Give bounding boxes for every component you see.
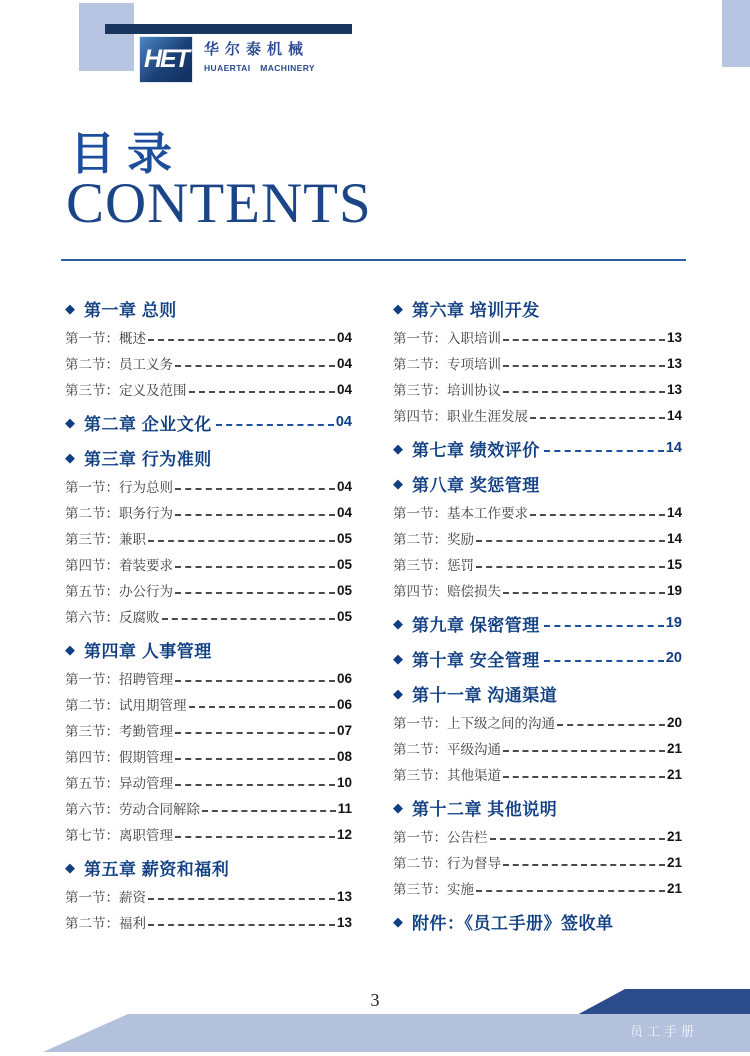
toc-section-group xyxy=(393,709,682,787)
chapter-page-number: 20 xyxy=(665,650,682,666)
entry-label: 第四节：赔偿损失 xyxy=(393,584,501,599)
decor-navy-bar xyxy=(105,24,352,34)
toc-section-group xyxy=(393,823,682,901)
entry-label: 第二节：行为督导 xyxy=(393,856,501,871)
entry-page-number: 13 xyxy=(666,329,682,345)
dotted-leader xyxy=(175,784,335,786)
diamond-icon: ◆ xyxy=(65,449,75,465)
toc-column xyxy=(393,296,682,933)
entry-label: 第四节：假期管理 xyxy=(65,750,173,765)
dotted-leader xyxy=(175,836,335,838)
chapter-label: 第八章 奖惩管理 xyxy=(412,475,540,495)
entry-label: 第一节：行为总则 xyxy=(65,480,173,495)
toc-chapter xyxy=(393,611,682,635)
chapter-label: 第六章 培训开发 xyxy=(412,300,540,320)
entry-page-number: 04 xyxy=(336,355,352,371)
dotted-leader xyxy=(216,424,334,426)
toc-entry xyxy=(393,875,682,901)
footer-banner-label: 员工手册 xyxy=(629,1024,698,1039)
toc-section-group xyxy=(393,324,682,428)
company-logo xyxy=(139,36,193,83)
title-divider-line xyxy=(61,259,686,261)
chapter-page-number: 04 xyxy=(335,414,352,430)
entry-label: 第二节：试用期管理 xyxy=(65,698,187,713)
page-number: 3 xyxy=(370,990,380,1010)
chapter-label: 第十一章 沟通渠道 xyxy=(412,685,558,705)
dotted-leader xyxy=(162,618,335,620)
toc-entry xyxy=(393,499,682,525)
entry-label: 第二节：奖励 xyxy=(393,532,474,547)
entry-page-number: 06 xyxy=(336,670,352,686)
dotted-leader xyxy=(544,660,664,662)
diamond-icon: ◆ xyxy=(393,913,403,929)
dotted-leader xyxy=(175,758,335,760)
entry-label: 第一节：入职培训 xyxy=(393,331,501,346)
dotted-leader xyxy=(202,810,336,812)
toc-entry xyxy=(65,551,352,577)
entry-label: 第二节：专项培训 xyxy=(393,357,501,372)
dotted-leader xyxy=(175,488,335,490)
dotted-leader xyxy=(557,724,665,726)
entry-label: 第六节：劳动合同解除 xyxy=(65,802,200,817)
toc-chapter xyxy=(393,436,682,460)
entry-page-number: 05 xyxy=(336,556,352,572)
diamond-icon: ◆ xyxy=(393,475,403,491)
chapter-label: 第三章 行为准则 xyxy=(84,449,212,469)
entry-label: 第七节：离职管理 xyxy=(65,828,173,843)
toc-entry xyxy=(393,350,682,376)
toc-entry xyxy=(65,743,352,769)
toc-entry xyxy=(65,350,352,376)
logo-monogram: HET xyxy=(144,45,188,73)
dotted-leader xyxy=(189,706,335,708)
toc-entry xyxy=(393,376,682,402)
entry-page-number: 21 xyxy=(666,740,682,756)
toc-entry xyxy=(65,499,352,525)
diamond-icon: ◆ xyxy=(393,615,403,631)
entry-label: 第一节：公告栏 xyxy=(393,830,488,845)
dotted-leader xyxy=(530,514,665,516)
entry-page-number: 05 xyxy=(336,530,352,546)
chapter-label: 第九章 保密管理 xyxy=(412,615,540,635)
dotted-leader xyxy=(490,838,665,840)
entry-page-number: 13 xyxy=(336,888,352,904)
toc-entry xyxy=(65,795,352,821)
diamond-icon: ◆ xyxy=(65,859,75,875)
entry-label: 第三节：其他渠道 xyxy=(393,768,501,783)
chapter-label: 第七章 绩效评价 xyxy=(412,440,540,460)
toc-entry xyxy=(65,603,352,629)
entry-label: 第三节：实施 xyxy=(393,882,474,897)
diamond-icon: ◆ xyxy=(393,650,403,666)
toc-chapter xyxy=(65,637,352,661)
dotted-leader xyxy=(544,625,664,627)
toc-chapter xyxy=(65,445,352,469)
diamond-icon: ◆ xyxy=(393,799,403,815)
entry-page-number: 08 xyxy=(336,748,352,764)
dotted-leader xyxy=(148,898,335,900)
entry-page-number: 21 xyxy=(666,766,682,782)
dotted-leader xyxy=(189,391,335,393)
toc-entry xyxy=(393,551,682,577)
entry-label: 第五节：异动管理 xyxy=(65,776,173,791)
toc-entry xyxy=(393,709,682,735)
entry-label: 第六节：反腐败 xyxy=(65,610,160,625)
page-title-cn: 目录 xyxy=(70,128,185,179)
entry-page-number: 04 xyxy=(336,504,352,520)
toc-chapter xyxy=(393,296,682,320)
entry-page-number: 04 xyxy=(336,381,352,397)
dotted-leader xyxy=(503,864,665,866)
decor-light-blue-block-left xyxy=(79,3,134,71)
chapter-label: 第五章 薪资和福利 xyxy=(84,859,230,879)
company-name-block xyxy=(204,38,315,73)
entry-label: 第三节：考勤管理 xyxy=(65,724,173,739)
dotted-leader xyxy=(148,540,335,542)
toc-entry xyxy=(393,324,682,350)
entry-page-number: 12 xyxy=(336,826,352,842)
entry-page-number: 04 xyxy=(336,478,352,494)
entry-page-number: 05 xyxy=(336,608,352,624)
chapter-label: 第一章 总则 xyxy=(84,300,177,320)
entry-label: 第三节：兼职 xyxy=(65,532,146,547)
toc-entry xyxy=(393,735,682,761)
chapter-page-number: 19 xyxy=(665,615,682,631)
entry-label: 第二节：员工义务 xyxy=(65,357,173,372)
entry-label: 第一节：上下级之间的沟通 xyxy=(393,716,555,731)
toc-entry xyxy=(65,769,352,795)
entry-page-number: 13 xyxy=(666,381,682,397)
toc-entry xyxy=(65,324,352,350)
dotted-leader xyxy=(175,680,335,682)
toc-entry xyxy=(65,717,352,743)
entry-page-number: 21 xyxy=(666,880,682,896)
toc-entry xyxy=(393,849,682,875)
entry-label: 第一节：概述 xyxy=(65,331,146,346)
toc-section-group xyxy=(65,883,352,935)
entry-label: 第二节：职务行为 xyxy=(65,506,173,521)
dotted-leader xyxy=(175,365,335,367)
diamond-icon: ◆ xyxy=(393,440,403,456)
entry-label: 第一节：招聘管理 xyxy=(65,672,173,687)
toc-section-group xyxy=(65,665,352,847)
toc-section-group xyxy=(65,473,352,629)
chapter-label: 第十二章 其他说明 xyxy=(412,799,558,819)
dotted-leader xyxy=(175,592,335,594)
toc-chapter xyxy=(393,681,682,705)
dotted-leader xyxy=(476,890,665,892)
entry-page-number: 06 xyxy=(336,696,352,712)
dotted-leader xyxy=(503,592,665,594)
chapter-label: 第四章 人事管理 xyxy=(84,641,212,661)
toc-entry xyxy=(65,691,352,717)
entry-label: 第一节：基本工作要求 xyxy=(393,506,528,521)
entry-label: 第二节：福利 xyxy=(65,916,146,931)
diamond-icon: ◆ xyxy=(393,685,403,701)
page-title-en: CONTENTS xyxy=(66,172,372,235)
toc-entry xyxy=(65,665,352,691)
toc-chapter xyxy=(393,795,682,819)
toc-entry xyxy=(393,823,682,849)
entry-page-number: 14 xyxy=(666,530,682,546)
entry-label: 第四节：职业生涯发展 xyxy=(393,409,528,424)
dotted-leader xyxy=(503,776,665,778)
dotted-leader xyxy=(175,732,335,734)
entry-label: 第二节：平级沟通 xyxy=(393,742,501,757)
entry-page-number: 11 xyxy=(337,800,352,816)
diamond-icon: ◆ xyxy=(65,300,75,316)
entry-page-number: 15 xyxy=(666,556,682,572)
toc-chapter xyxy=(393,471,682,495)
toc-entry xyxy=(65,473,352,499)
entry-page-number: 05 xyxy=(336,582,352,598)
decor-light-blue-block-right xyxy=(722,0,750,67)
dotted-leader xyxy=(175,514,335,516)
entry-label: 第四节：着装要求 xyxy=(65,558,173,573)
dotted-leader xyxy=(544,450,664,452)
dotted-leader xyxy=(503,365,665,367)
entry-page-number: 21 xyxy=(666,854,682,870)
diamond-icon: ◆ xyxy=(65,414,75,430)
dotted-leader xyxy=(503,391,665,393)
entry-page-number: 13 xyxy=(666,355,682,371)
toc-entry xyxy=(65,883,352,909)
toc-entry xyxy=(393,577,682,603)
chapter-page-number: 14 xyxy=(665,440,682,456)
entry-label: 第一节：薪资 xyxy=(65,890,146,905)
toc-entry xyxy=(65,577,352,603)
chapter-label: 第二章 企业文化 xyxy=(84,414,212,434)
entry-label: 第五节：办公行为 xyxy=(65,584,173,599)
entry-page-number: 21 xyxy=(666,828,682,844)
toc-chapter xyxy=(65,855,352,879)
entry-page-number: 20 xyxy=(666,714,682,730)
entry-label: 第三节：惩罚 xyxy=(393,558,474,573)
entry-page-number: 14 xyxy=(666,504,682,520)
diamond-icon: ◆ xyxy=(65,641,75,657)
company-name-en: HUAERTAI MACHINERY xyxy=(204,63,316,73)
toc-entry xyxy=(393,761,682,787)
entry-label: 第三节：定义及范围 xyxy=(65,383,187,398)
entry-page-number: 10 xyxy=(336,774,352,790)
toc-entry xyxy=(65,909,352,935)
dotted-leader xyxy=(530,417,665,419)
entry-page-number: 14 xyxy=(666,407,682,423)
entry-page-number: 04 xyxy=(336,329,352,345)
toc-section-group xyxy=(65,324,352,402)
entry-page-number: 07 xyxy=(336,722,352,738)
toc-entry xyxy=(393,525,682,551)
entry-label: 第三节：培训协议 xyxy=(393,383,501,398)
toc-entry xyxy=(393,402,682,428)
toc-chapter xyxy=(65,410,352,434)
dotted-leader xyxy=(503,750,665,752)
toc-column xyxy=(65,296,352,932)
toc-entry xyxy=(65,525,352,551)
dotted-leader xyxy=(175,566,335,568)
entry-page-number: 19 xyxy=(666,582,682,598)
entry-page-number: 13 xyxy=(336,914,352,930)
toc-entry xyxy=(65,821,352,847)
dotted-leader xyxy=(503,339,665,341)
dotted-leader xyxy=(476,540,665,542)
dotted-leader xyxy=(476,566,665,568)
toc-entry xyxy=(65,376,352,402)
company-name-cn: 华尔泰机械 xyxy=(204,41,310,58)
toc-chapter xyxy=(393,909,682,933)
chapter-label: 第十章 安全管理 xyxy=(412,650,540,670)
diamond-icon: ◆ xyxy=(393,300,403,316)
toc-chapter xyxy=(393,646,682,670)
dotted-leader xyxy=(148,924,335,926)
dotted-leader xyxy=(148,339,335,341)
chapter-label: 附件：《员工手册》签收单 xyxy=(412,913,614,933)
toc-section-group xyxy=(393,499,682,603)
toc-chapter xyxy=(65,296,352,320)
